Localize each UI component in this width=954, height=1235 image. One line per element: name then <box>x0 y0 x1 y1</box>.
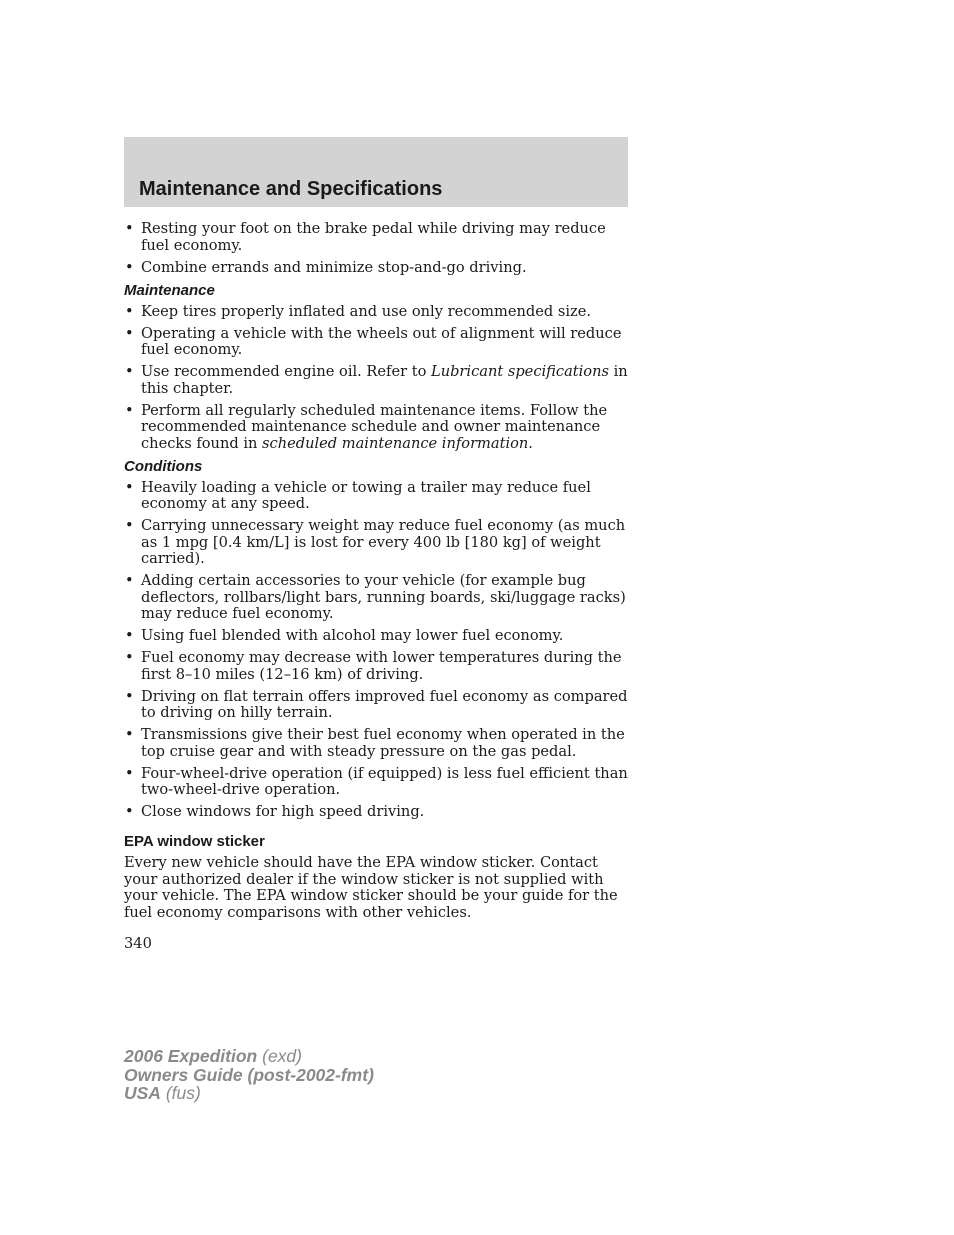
footer-line-2: Owners Guide (post-2002-fmt) <box>124 1064 374 1085</box>
list-item-text: Perform all regularly scheduled maintenance items. Follow the recommended maintenance schedule and owner maintenance checks found in <box>141 401 608 452</box>
footer-line-1 <box>124 1047 374 1066</box>
page-content <box>124 221 628 953</box>
list-item: • Heavily loading a vehicle or towing a trailer may reduce fuel economy at any speed. <box>124 480 628 513</box>
list-item: • Transmissions give their best fuel economy when operated in the top cruise gear and with steady pressure on the gas pedal. <box>124 727 628 760</box>
list-item-text: in this chapter. <box>141 363 628 397</box>
scheduled-maintenance-reference: scheduled maintenance information. <box>262 434 533 452</box>
lubricant-specifications-reference: Lubricant specifications <box>431 363 609 380</box>
list-item: • Adding certain accessories to your vehicle (for example bug deflectors, rollbars/light bars, running boards, ski/luggage racks) may reduce fuel economy. <box>124 573 628 623</box>
list-item: • Carrying unnecessary weight may reduce fuel economy (as much as 1 mpg [0.4 km/L] is lost for every 400 lb [180 kg] of weight carried). <box>124 518 628 568</box>
section-header-band <box>124 137 628 207</box>
footer-market: USA <box>124 1083 161 1103</box>
footer-market-code: (fus) <box>160 1083 201 1103</box>
conditions-bullet-list <box>124 480 628 821</box>
list-item: • Four-wheel-drive operation (if equipped) is less fuel efficient than two-wheel-drive operation. <box>124 766 628 799</box>
footer-line-3 <box>124 1084 374 1103</box>
list-item <box>124 364 628 397</box>
footer-model-code: (exd) <box>257 1046 302 1066</box>
intro-bullet-list <box>124 221 628 276</box>
section-title: Maintenance and Specifications <box>139 178 443 200</box>
list-item: • Keep tires properly inflated and use only recommended size. <box>124 304 628 321</box>
document-footer <box>124 1047 374 1103</box>
list-item-text: Use recommended engine oil. Refer to <box>141 363 431 380</box>
conditions-heading: Conditions <box>124 458 203 475</box>
maintenance-heading: Maintenance <box>124 282 215 299</box>
epa-window-sticker-heading: EPA window sticker <box>124 832 265 850</box>
page-number: 340 <box>124 935 152 952</box>
list-item: • Combine errands and minimize stop-and-go driving. <box>124 260 628 277</box>
list-item: • Driving on flat terrain offers improved fuel economy as compared to driving on hilly terrain. <box>124 689 628 722</box>
list-item: • Using fuel blended with alcohol may lower fuel economy. <box>124 628 628 645</box>
epa-window-sticker-body: Every new vehicle should have the EPA window sticker. Contact your authorized dealer if the window sticker is not supplied with your vehicle. The EPA window sticker should be your guide for the fuel economy comparisons with other vehicles. <box>124 854 618 921</box>
list-item: • Operating a vehicle with the wheels out of alignment will reduce fuel economy. <box>124 326 628 359</box>
list-item: • Fuel economy may decrease with lower temperatures during the first 8–10 miles (12–16 km) of driving. <box>124 650 628 683</box>
maintenance-bullet-list <box>124 304 628 453</box>
footer-model: 2006 Expedition <box>124 1046 258 1066</box>
list-item: • Resting your foot on the brake pedal while driving may reduce fuel economy. <box>124 221 628 254</box>
list-item <box>124 403 628 453</box>
list-item: • Close windows for high speed driving. <box>124 804 628 821</box>
